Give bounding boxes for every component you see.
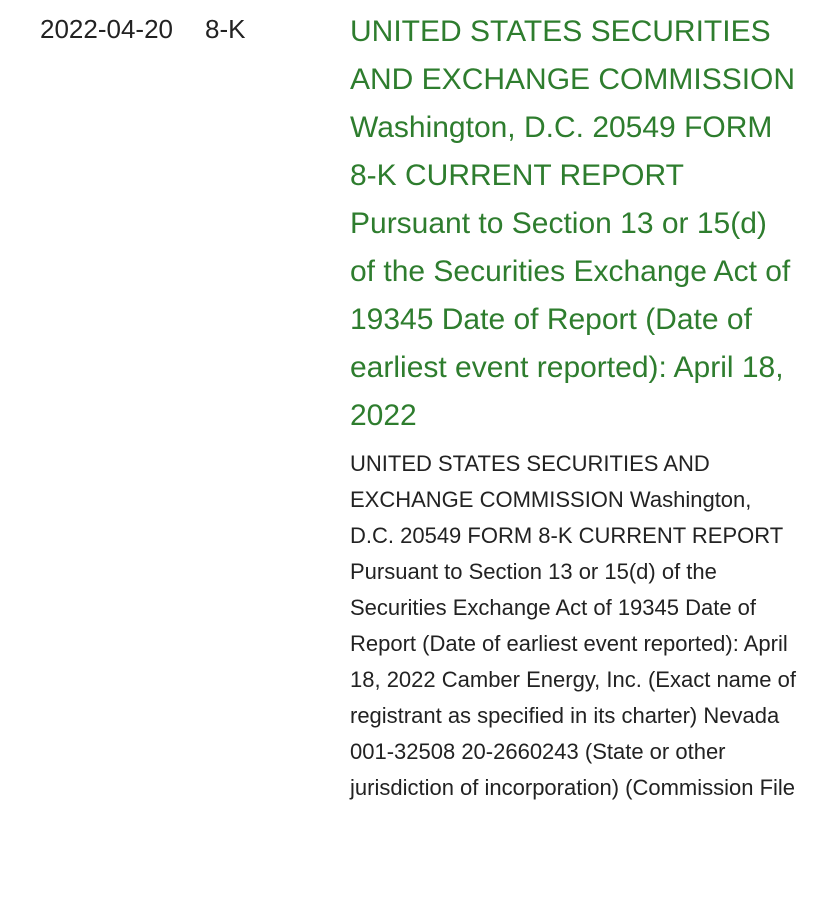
filing-form-type: 8-K — [205, 14, 246, 44]
filing-content — [350, 8, 800, 806]
filing-title-link[interactable]: UNITED STATES SECURITIES AND EXCHANGE COMMISSION Washington, D.C. 20549 FORM 8-K CURRENT REPORT Pursuant to Section 13 or 15(d) of the Securities Exchange Act of 19345 Date of Report (Date of earliest event reported): April 18, 2022 — [350, 15, 796, 432]
filing-excerpt: UNITED STATES SECURITIES AND EXCHANGE COMMISSION Washington, D.C. 20549 FORM 8-K CURRENT REPORT Pursuant to Section 13 or 15(d) of the Securities Exchange Act of 19345 Date of Report (Date of earliest event reported): April 18, 2022 Camber Energy, Inc. (Exact name of registrant as specified in its charter) Nevada 001-32508 20-2660243 (State or other jurisdiction of incorporation) (Commission File — [350, 451, 796, 800]
filing-date: 2022-04-20 — [40, 14, 173, 44]
